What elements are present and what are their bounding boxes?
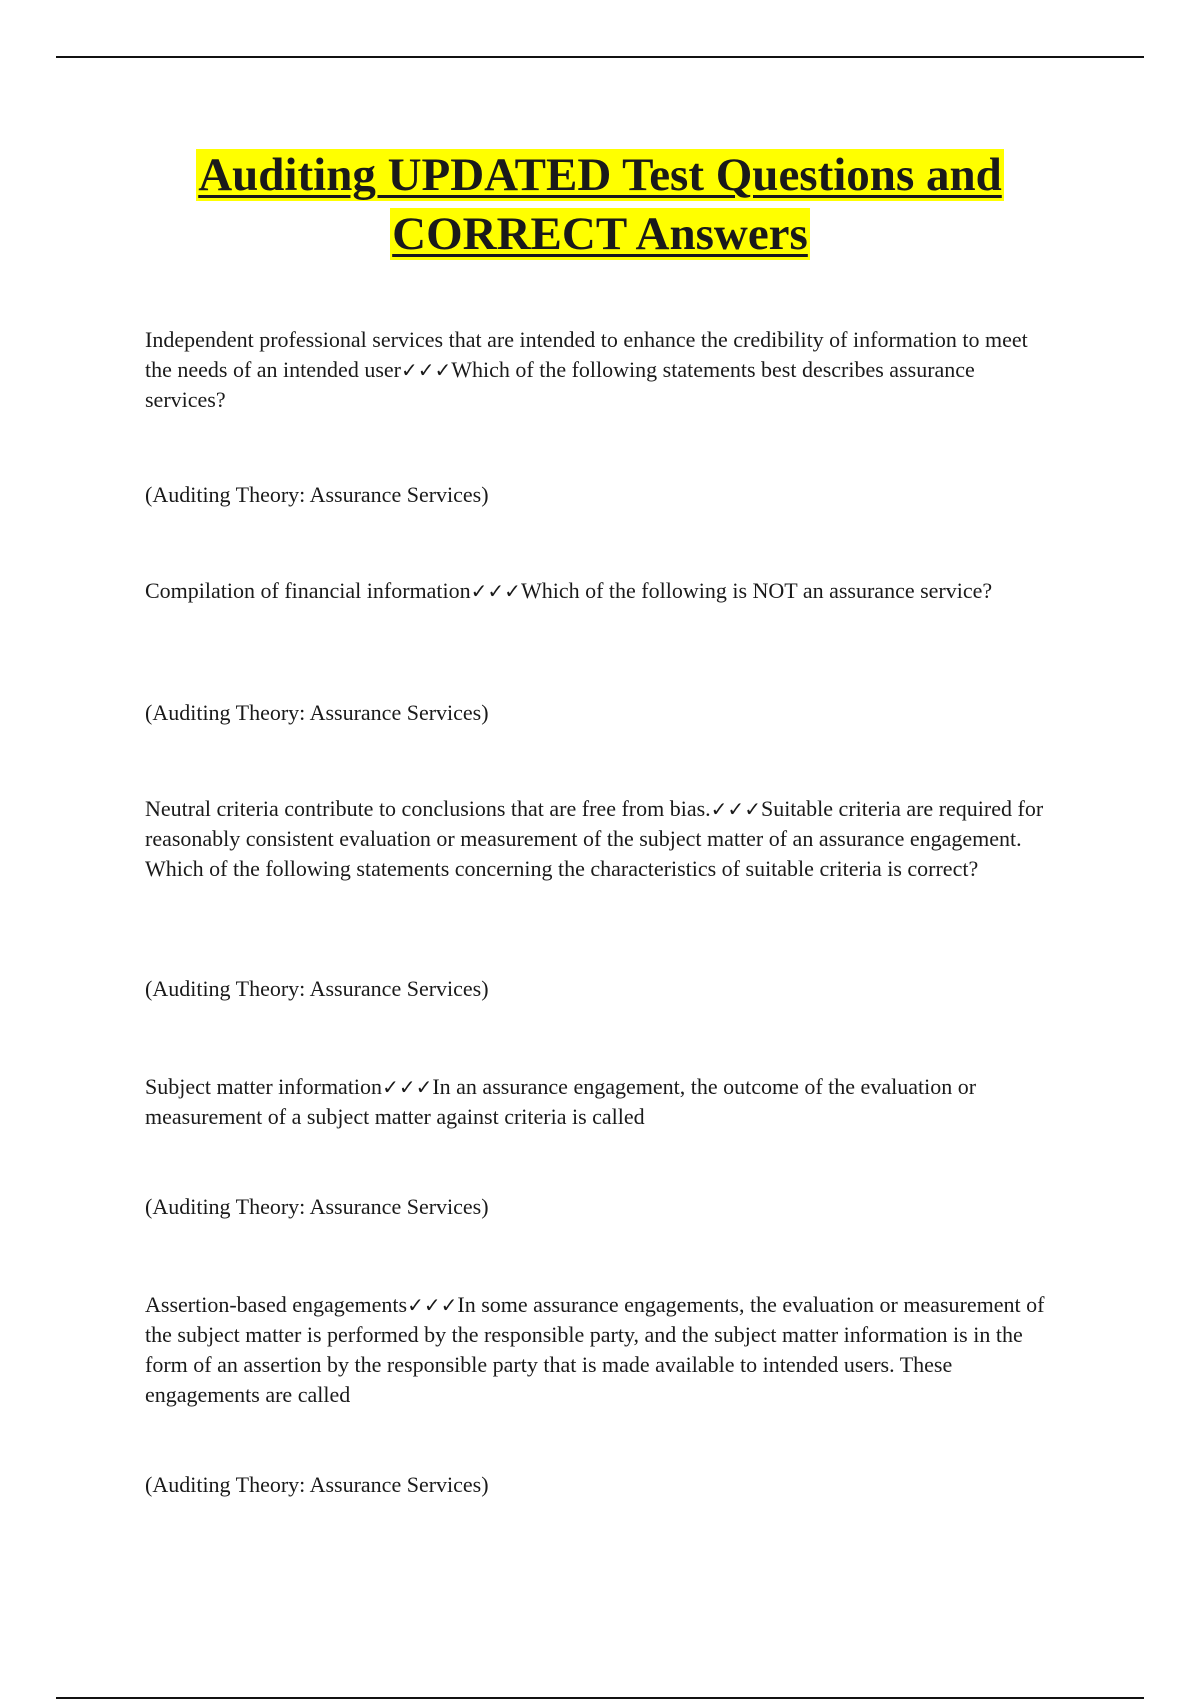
qa-item-2 [145,576,1050,606]
answer-text: Assertion-based engagements [145,1292,408,1317]
question-text: Suitable criteria are required for reasonably consistent evaluation or measurement of the subject matter of an assurance engagement. Which of the following statements concerning the characteristics of suitable criteria is correct? [145,796,1044,881]
bottom-rule [56,1697,1144,1699]
document-title [0,146,1200,264]
title-line-1: Auditing UPDATED Test Questions and [198,149,1002,201]
topic-label-5: (Auditing Theory: Assurance Services) [145,1472,489,1497]
qa-item-3 [145,794,1050,884]
topic-label-3: (Auditing Theory: Assurance Services) [145,976,489,1001]
topic-label-2: (Auditing Theory: Assurance Services) [145,700,489,725]
answer-text: Subject matter information [145,1074,383,1099]
checkmarks-icon: ✓✓✓ [400,358,452,382]
answer-text: Independent professional services that are intended to enhance the credibility of information to meet the needs of an intended user [145,327,1028,382]
topic-label-1: (Auditing Theory: Assurance Services) [145,482,489,507]
answer-text: Compilation of financial information [145,578,471,603]
checkmarks-icon: ✓✓✓ [382,1075,433,1099]
qa-item-4 [145,1072,1050,1132]
answer-text: Neutral criteria contribute to conclusions that are free from bias. [145,796,711,821]
title-line-2: CORRECT Answers [392,208,808,260]
question-text: Which of the following is NOT an assurance service? [520,578,993,603]
checkmarks-icon: ✓✓✓ [470,579,521,603]
top-rule [56,56,1144,58]
qa-item-1 [145,325,1050,415]
checkmarks-icon: ✓✓✓ [710,797,761,821]
question-text: In an assurance engagement, the outcome of the evaluation or measurement of a subject matter against criteria is called [145,1074,977,1129]
question-text: In some assurance engagements, the evaluation or measurement of the subject matter is performed by the responsible party, and the subject matter information is in the form of an assertion by the responsible party that is made available to intended users. These engagements are called [145,1292,1045,1407]
topic-label-4: (Auditing Theory: Assurance Services) [145,1194,489,1219]
checkmarks-icon: ✓✓✓ [407,1293,458,1317]
question-text: Which of the following statements best describes assurance services? [145,357,975,412]
qa-item-5 [145,1290,1050,1410]
